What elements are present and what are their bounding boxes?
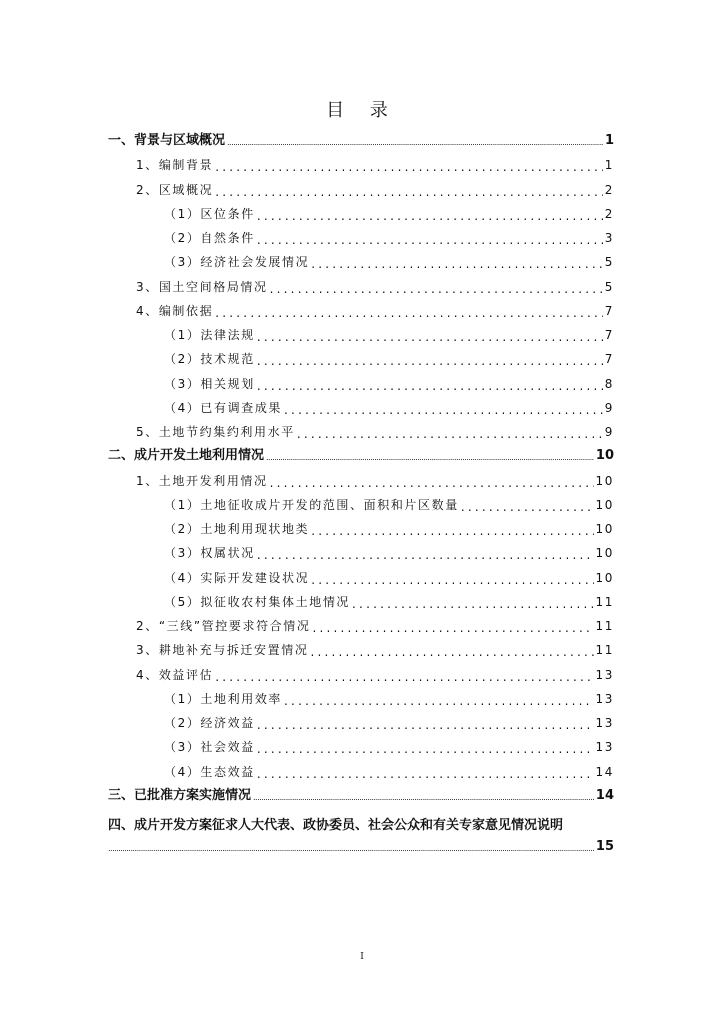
toc-entry-page: 13 [595,668,614,682]
toc-entry-label: （3）经济社会发展情况 [164,255,310,269]
toc-entry[interactable] [164,398,614,418]
toc-entry[interactable] [136,180,614,200]
toc-entry-label: （4）已有调查成果 [164,401,283,415]
toc-entry-page: 14 [595,788,614,803]
dot-leader [257,374,603,394]
toc-entry[interactable] [164,252,614,272]
dot-leader [257,349,603,369]
toc-entry[interactable] [164,228,614,248]
toc-entry-page: 7 [604,304,614,318]
dot-leader [311,568,593,588]
toc-entry-label: 3、国土空间格局情况 [136,280,268,294]
page-number: I [360,952,364,962]
dot-leader [270,471,594,491]
toc-entry-page: 10 [595,448,614,463]
toc-entry-label: （1）区位条件 [164,207,255,221]
toc-entry[interactable] [164,689,614,709]
toc-entry-label: （5）拟征收农村集体土地情况 [164,595,351,609]
toc-entry-label: 三、已批准方案实施情况 [108,788,252,803]
toc-entry-page: 13 [595,740,614,754]
dot-leader [108,837,594,857]
toc-entry-page: 7 [604,328,614,342]
toc-entry-label: 1、土地开发利用情况 [136,474,268,488]
toc-entry-page: 1 [604,158,614,172]
dot-leader [311,252,603,272]
toc-entry-page: 10 [595,498,614,512]
toc-entry-label: （4）生态效益 [164,765,255,779]
dot-leader [257,762,594,782]
dot-leader [215,155,603,175]
toc-entry-label: 2、区域概况 [136,183,214,197]
toc-entry[interactable] [136,471,614,491]
toc-entry[interactable] [164,543,614,563]
toc-entry[interactable] [136,665,614,685]
toc-entry[interactable] [164,325,614,345]
toc-entry[interactable] [108,786,614,806]
toc-entry-page: 11 [595,595,614,609]
toc-entry-label: 4、效益评估 [136,668,214,682]
dot-leader [215,180,603,200]
toc-entry[interactable] [108,446,614,466]
toc-entry-continuation[interactable] [108,837,614,857]
toc-entry-label: （2）自然条件 [164,231,255,245]
dot-leader [461,495,594,515]
toc-entry-page: 3 [604,231,614,245]
toc-entry-label[interactable]: 四、成片开发方案征求人大代表、政协委员、社会公众和有关专家意见情况说明 [108,818,564,833]
toc-entry-label: （2）土地利用现状地类 [164,522,310,536]
toc-entry-page: 10 [595,522,614,536]
dot-leader [270,277,603,297]
dot-leader [227,131,603,151]
toc-entry-label: 2、“三线”管控要求符合情况 [136,619,311,633]
toc-entry-page: 13 [595,716,614,730]
toc-entry[interactable] [164,349,614,369]
toc-entry-label: （1）土地利用效率 [164,692,283,706]
toc-entry-page: 5 [604,255,614,269]
toc-entry-label: 5、土地节约集约利用水平 [136,425,295,439]
toc-entry[interactable] [136,640,614,660]
toc-entry[interactable] [164,374,614,394]
dot-leader [266,446,594,466]
toc-entry-label: 4、编制依据 [136,304,214,318]
dot-leader [257,713,594,733]
toc-entry-page: 10 [595,546,614,560]
toc-entry-label: 一、背景与区域概况 [108,133,226,148]
toc-entry-page: 9 [604,401,614,415]
toc-entry-page: 11 [595,619,614,633]
toc-entry-label: （3）社会效益 [164,740,255,754]
toc-entry-page: 1 [604,133,614,148]
dot-leader [310,640,593,660]
toc-entry-label: （3）相关规划 [164,377,255,391]
toc-entry-label: 3、耕地补充与拆迁安置情况 [136,643,309,657]
toc-entry-page: 13 [595,692,614,706]
toc-entry-label: 二、成片开发土地利用情况 [108,448,265,463]
toc-entry-page: 8 [604,377,614,391]
dot-leader [311,519,593,539]
toc-entry-label: （2）技术规范 [164,352,255,366]
toc-entry[interactable] [136,277,614,297]
toc-entry-page: 7 [604,352,614,366]
toc-entry[interactable] [164,495,614,515]
toc-entry[interactable] [164,762,614,782]
dot-leader [215,301,603,321]
toc-entry-page: 11 [595,643,614,657]
dot-leader [257,737,594,757]
toc-entry-label: （4）实际开发建设状况 [164,571,310,585]
toc-entry-page: 2 [604,183,614,197]
dot-leader [312,616,593,636]
toc-entry-page: 2 [604,207,614,221]
dot-leader [352,592,593,612]
toc-entry[interactable] [164,713,614,733]
toc-title: 目 录 [326,100,398,121]
toc-entry-page: 14 [595,765,614,779]
toc-entry[interactable] [164,737,614,757]
toc-entry[interactable] [164,568,614,588]
toc-entry-page: 15 [595,839,614,854]
dot-leader [215,665,593,685]
toc-entry[interactable] [108,131,614,151]
dot-leader [257,543,594,563]
toc-entry-page: 5 [604,280,614,294]
toc-entry-label: （1）法律法规 [164,328,255,342]
toc-entry[interactable] [136,301,614,321]
toc-entry[interactable] [164,592,614,612]
toc-entry-page: 9 [604,425,614,439]
toc-entry[interactable] [136,155,614,175]
toc-entry-label: （1）土地征收成片开发的范围、面积和片区数量 [164,498,459,512]
toc-entry-page: 10 [595,571,614,585]
toc-entry[interactable] [136,616,614,636]
toc-entry[interactable] [164,519,614,539]
toc-entry-label: （3）权属状况 [164,546,255,560]
toc-entry-page: 10 [595,474,614,488]
dot-leader [284,398,603,418]
dot-leader [253,786,594,806]
toc-entry-label: 1、编制背景 [136,158,214,172]
dot-leader [257,228,603,248]
toc-entry-label: （2）经济效益 [164,716,255,730]
dot-leader [284,689,593,709]
dot-leader [257,325,603,345]
toc-entry[interactable] [136,422,614,442]
dot-leader [297,422,603,442]
toc-entry[interactable] [164,204,614,224]
dot-leader [257,204,603,224]
